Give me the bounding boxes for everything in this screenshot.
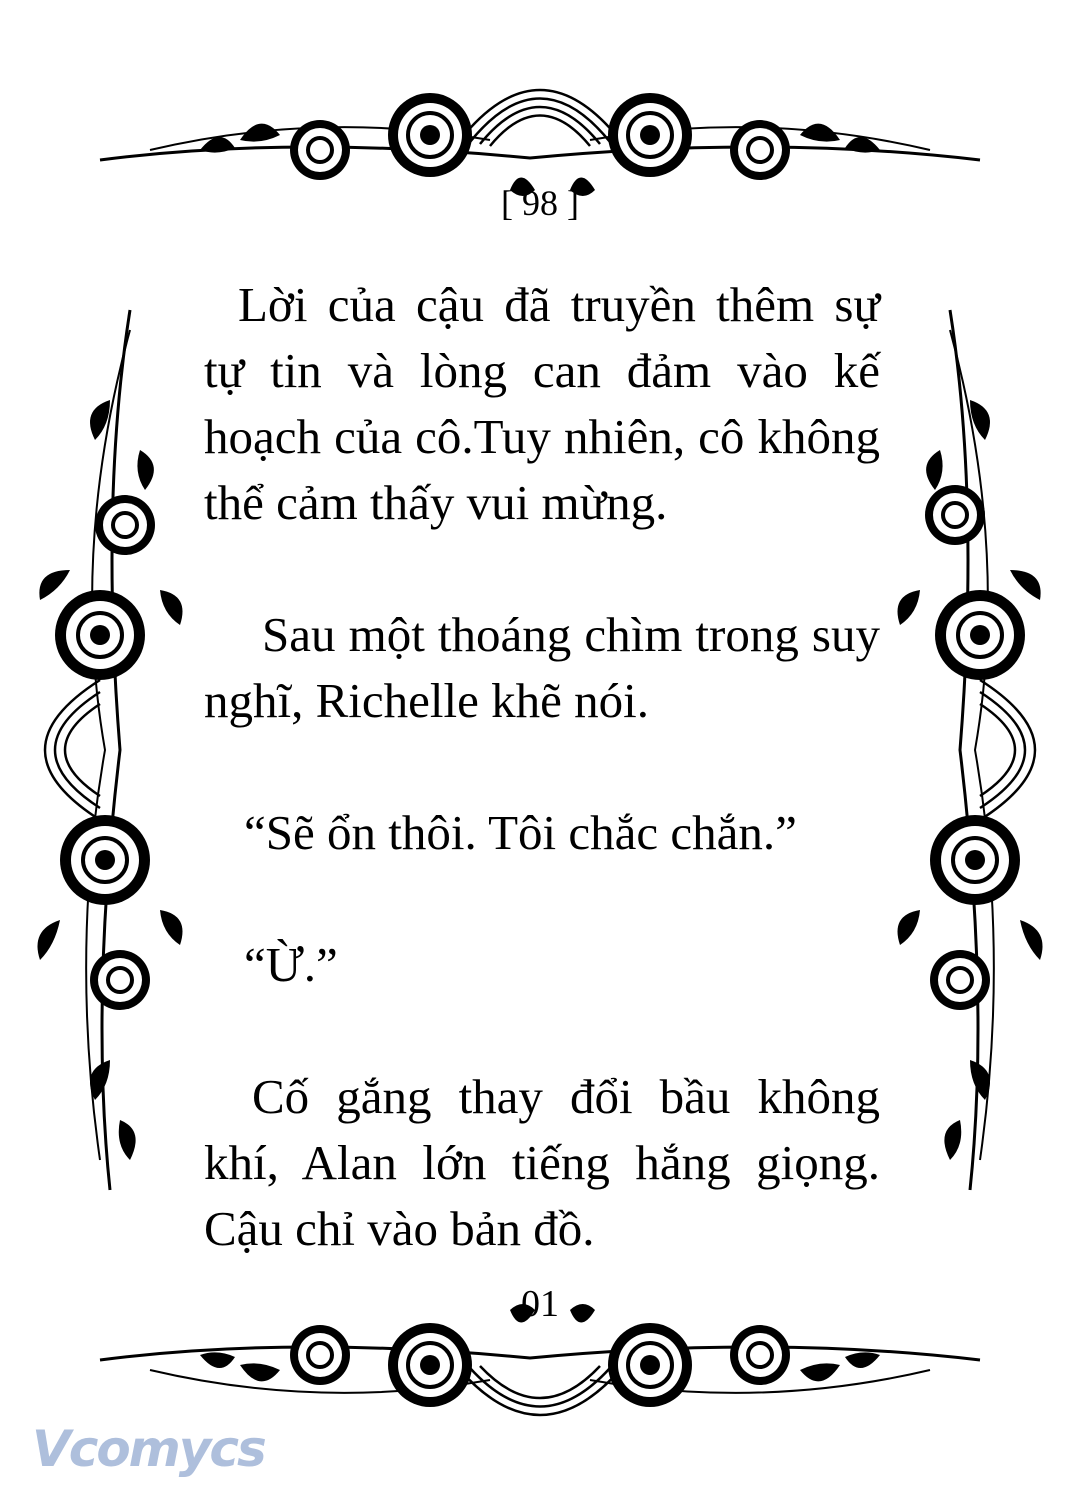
rose-icon <box>290 120 350 180</box>
watermark-logo: Vcomycs <box>32 1420 265 1478</box>
rose-icon <box>608 1323 692 1407</box>
rose-icon <box>608 93 692 177</box>
rose-icon <box>95 495 155 555</box>
paragraph: “Ừ.” <box>244 937 338 992</box>
right-rose-ornament <box>890 300 1070 1200</box>
page-number: 01 <box>521 1283 559 1325</box>
rose-icon <box>60 815 150 905</box>
rose-icon <box>388 1323 472 1407</box>
rose-icon <box>290 1325 350 1385</box>
rose-icon <box>55 590 145 680</box>
rose-icon <box>925 485 985 545</box>
rose-icon <box>388 93 472 177</box>
rose-icon <box>930 950 990 1010</box>
left-rose-ornament <box>10 300 190 1200</box>
rose-icon <box>730 120 790 180</box>
chapter-number: [ 98 ] <box>501 183 579 223</box>
rose-icon <box>935 590 1025 680</box>
rose-icon <box>930 815 1020 905</box>
rose-icon <box>730 1325 790 1385</box>
paragraph: “Sẽ ổn thôi. Tôi chắc chắn.” <box>244 805 797 860</box>
rose-icon <box>90 950 150 1010</box>
paragraph: Lời của cậu đã truyền thêm sự tự tin và lòng can đảm vào kế hoạch của cô.Tuy nhiên, cô không thể cảm thấy vui mừng. <box>204 277 880 530</box>
story-text <box>204 272 880 1262</box>
paragraph: Sau một thoáng chìm trong suy nghĩ, Richelle khẽ nói. <box>204 607 880 728</box>
paragraph: Cố gắng thay đổi bầu không khí, Alan lớn tiếng hắng giọng. Cậu chỉ vào bản đồ. <box>204 1069 880 1256</box>
